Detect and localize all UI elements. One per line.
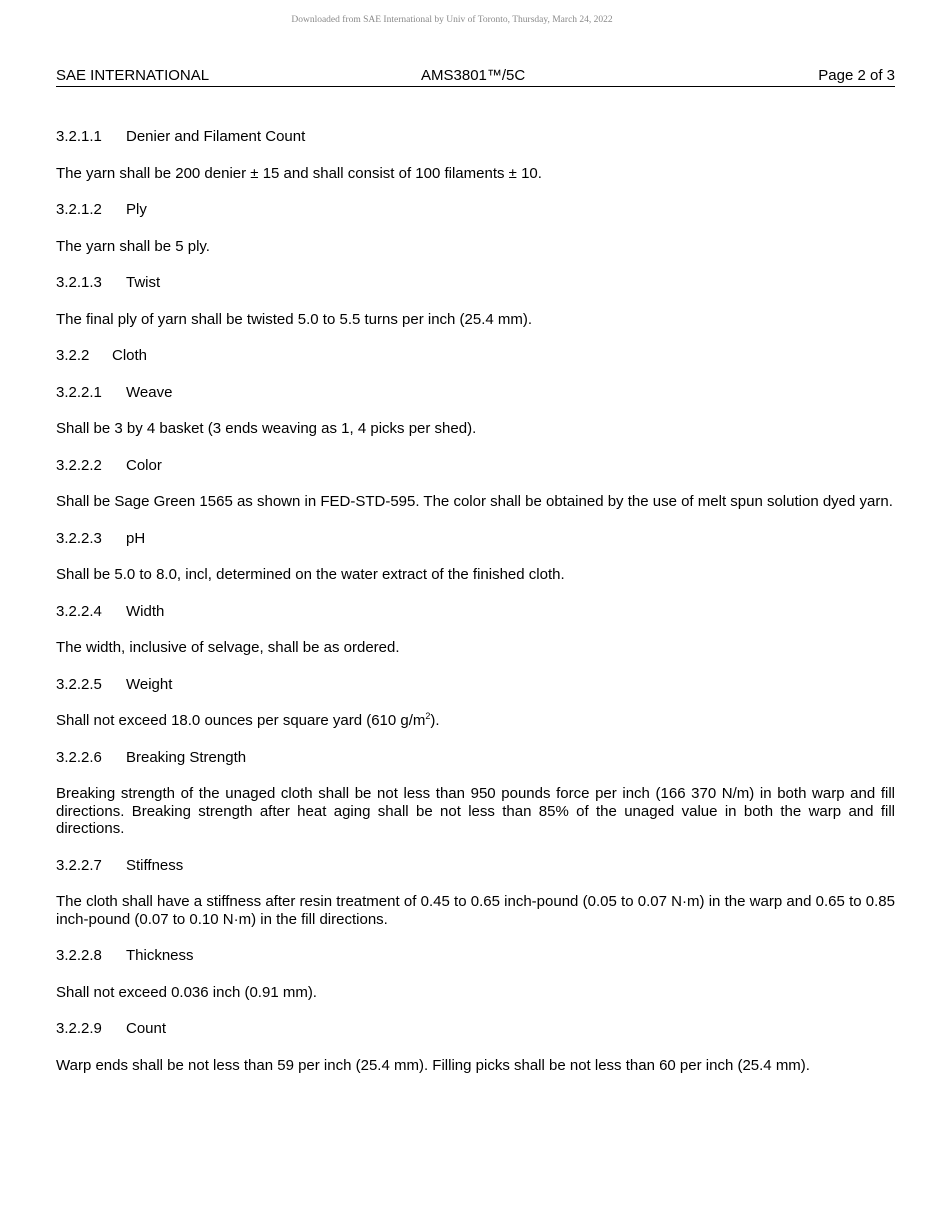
section-heading-3-2-2-7 bbox=[56, 857, 895, 875]
section-number: 3.2.2.4 bbox=[56, 602, 102, 620]
section-number: 3.2.1.1 bbox=[56, 128, 102, 145]
section-heading-3-2-2-3 bbox=[56, 530, 895, 548]
section-number: 3.2.1.2 bbox=[56, 201, 102, 218]
section-title: Cloth bbox=[112, 347, 148, 364]
section-title: Weight bbox=[126, 675, 173, 693]
section-number: 3.2.2.2 bbox=[56, 456, 102, 474]
section-title: Color bbox=[126, 456, 162, 474]
section-text-3-2-2-3: Shall be 5.0 to 8.0, incl, determined on the water extract of the finished cloth. bbox=[56, 566, 565, 583]
section-text-3-2-2-6: Breaking strength of the unaged cloth shall be not less than 950 pounds force per inch (166 370 N/m) in both warp and fill directions. Breaking strength after heat aging shall be not less than 85% of the unaged value in both the warp and fill directions. bbox=[56, 785, 895, 837]
section-title: Ply bbox=[126, 201, 147, 218]
section-number: 3.2.2.5 bbox=[56, 675, 102, 693]
section-number: 3.2.2.7 bbox=[56, 856, 102, 874]
section-title: Weave bbox=[126, 383, 173, 401]
section-number: 3.2.2.8 bbox=[56, 947, 102, 964]
section-heading-3-2-2-9 bbox=[56, 1020, 895, 1038]
section-number: 3.2.2 bbox=[56, 347, 90, 364]
section-number: 3.2.2.9 bbox=[56, 1020, 102, 1037]
section-text-3-2-2-4: The width, inclusive of selvage, shall be as ordered. bbox=[56, 639, 400, 656]
section-text-3-2-2-8: Shall not exceed 0.036 inch (0.91 mm). bbox=[56, 983, 317, 1001]
section-heading-3-2-2-4 bbox=[56, 603, 895, 621]
section-heading-3-2-2-2 bbox=[56, 457, 895, 475]
document-body bbox=[56, 128, 895, 1093]
section-title: Width bbox=[126, 602, 165, 620]
download-watermark: Downloaded from SAE International by Univ of Toronto, Thursday, March 24, 2022 bbox=[291, 15, 613, 25]
section-heading-3-2-1-3 bbox=[56, 274, 895, 292]
weight-text: Shall not exceed 18.0 ounces per square yard (610 g/m bbox=[56, 712, 426, 729]
section-title: Breaking Strength bbox=[126, 748, 247, 766]
section-title: Count bbox=[126, 1020, 167, 1037]
section-title: Stiffness bbox=[126, 856, 184, 874]
section-heading-3-2-2-1 bbox=[56, 384, 895, 402]
section-number: 3.2.1.3 bbox=[56, 274, 102, 291]
section-heading-3-2-1-2 bbox=[56, 201, 895, 219]
section-text-3-2-1-1: The yarn shall be 200 denier ± 15 and shall consist of 100 filaments ± 10. bbox=[56, 164, 542, 182]
section-heading-3-2-1-1 bbox=[56, 128, 895, 146]
section-heading-3-2-2-5 bbox=[56, 676, 895, 694]
section-heading-3-2-2-6 bbox=[56, 749, 895, 767]
section-number: 3.2.2.6 bbox=[56, 748, 102, 766]
header-organization: SAE INTERNATIONAL bbox=[56, 67, 210, 84]
section-text-3-2-2-2: Shall be Sage Green 1565 as shown in FED-STD-595. The color shall be obtained by the use of melt spun solution dyed yarn. bbox=[56, 493, 893, 510]
section-text-3-2-2-5 bbox=[56, 712, 895, 730]
section-number: 3.2.2.1 bbox=[56, 383, 102, 401]
section-text-3-2-2-1: Shall be 3 by 4 basket (3 ends weaving as 1, 4 picks per shed). bbox=[56, 420, 477, 437]
weight-text-end: ). bbox=[430, 712, 440, 729]
section-text-3-2-2-7: The cloth shall have a stiffness after resin treatment of 0.45 to 0.65 inch-pound (0.05 to 0.07 N·m) in the warp and 0.65 to 0.85 inch-pound (0.07 to 0.10 N·m) in the fill directions. bbox=[56, 893, 895, 928]
section-title: Twist bbox=[126, 274, 161, 291]
section-text-3-2-1-2: The yarn shall be 5 ply. bbox=[56, 237, 210, 255]
section-text-3-2-1-3: The final ply of yarn shall be twisted 5.0 to 5.5 turns per inch (25.4 mm). bbox=[56, 310, 533, 328]
section-title: Thickness bbox=[126, 947, 194, 964]
header-page-number: Page 2 of 3 bbox=[818, 67, 895, 84]
section-heading-3-2-2-8 bbox=[56, 947, 895, 965]
section-text-3-2-2-9: Warp ends shall be not less than 59 per inch (25.4 mm). Filling picks shall be not less than 60 per inch (25.4 mm). bbox=[56, 1056, 810, 1074]
page-header bbox=[56, 66, 895, 87]
superscript-exponent: 2 bbox=[425, 711, 431, 721]
section-heading-3-2-2 bbox=[56, 347, 895, 365]
section-title: Denier and Filament Count bbox=[126, 128, 306, 145]
section-number: 3.2.2.3 bbox=[56, 529, 102, 547]
section-title: pH bbox=[126, 529, 146, 547]
header-document-number: AMS3801™/5C bbox=[421, 67, 526, 84]
